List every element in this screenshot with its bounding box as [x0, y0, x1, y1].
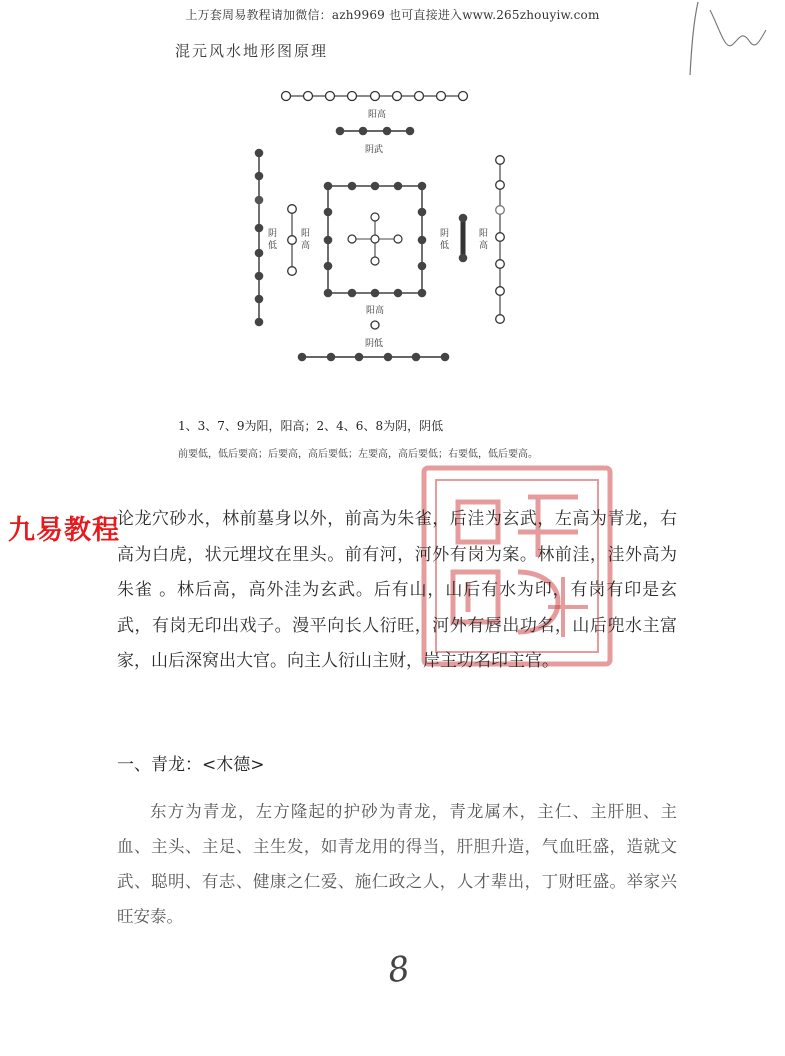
label-right-outer-1: 阳 — [479, 229, 489, 239]
right-inner-filled-column — [459, 214, 468, 263]
fengshui-terrain-diagram — [240, 80, 540, 380]
handwritten-page-number: 8 — [385, 948, 413, 992]
second-filled-bead-row — [336, 127, 415, 136]
document-title: 混元风水地形图原理 — [175, 42, 329, 60]
body-paragraph-1: 论龙穴砂水，林前墓身以外，前高为朱雀，后洼为玄武，左高为青龙，右高为白虎，状元埋坟在里头。前有河，河外有岗为案。林前洼，洼外高为朱雀 。林后高，高外洼为玄武。后有山，山后有水为印，有岗有印是玄武，有岗无印出戏子。漫平向长人衍旺，河外有唇出功名，山后兜水主富家，山后深窝出大官。向主人衍山主财，岸主功名印主官。 — [117, 509, 677, 671]
body-paragraph-2: 东方为青龙，左方隆起的护砂为青龙，青龙属木，主仁、主肝胆、主血、主头、主足、主生发，如青龙用的得当，肝胆升造，气血旺盛，造就文武、聪明、有志、健康之仁爱、施仁政之人，人才辈出，丁财旺盛。举家兴旺安泰。 — [117, 802, 677, 926]
label-top-yin: 阴武 — [365, 145, 384, 155]
diagram-caption-rules: 前要低，低后要高；后要高，高后要低；左要高，高后要低；右要低，低后要高。 — [178, 449, 538, 460]
label-top-yang-high: 阳高 — [368, 110, 387, 120]
label-left-outer-1: 阴 — [268, 229, 278, 239]
label-right-inner-1: 阴 — [440, 229, 450, 239]
center-cross-hollow — [348, 213, 402, 265]
bottom-filled-bead-row — [298, 353, 450, 362]
header-ad-line: 上万套周易教程请加微信：azh9969 也可直接进入www.265zhouyiw.com — [185, 8, 600, 22]
label-left-outer-2: 低 — [268, 241, 278, 251]
label-right-outer-2: 高 — [479, 241, 489, 251]
label-center-bottom: 阳高 — [366, 306, 385, 316]
right-outer-hollow-column — [496, 156, 505, 324]
center-bottom-hollow-bead — [371, 321, 379, 329]
left-outer-filled-column — [255, 149, 264, 327]
label-right-inner-2: 低 — [440, 241, 450, 251]
watermark-logo-text: 九易教程 — [8, 515, 120, 546]
left-inner-hollow-column — [288, 205, 297, 276]
diagram-caption-numbers: 1、3、7、9为阳，阳高；2、4、6、8为阴，阴低 — [178, 419, 444, 433]
section-heading-qinglong: 一、青龙：<木德> — [117, 755, 265, 775]
label-left-inner-2: 高 — [301, 241, 311, 251]
top-hollow-bead-row — [282, 92, 468, 101]
label-left-inner-1: 阳 — [301, 229, 311, 239]
handwritten-scribble — [680, 0, 770, 80]
label-bottom-yin-low: 阴低 — [365, 339, 384, 349]
